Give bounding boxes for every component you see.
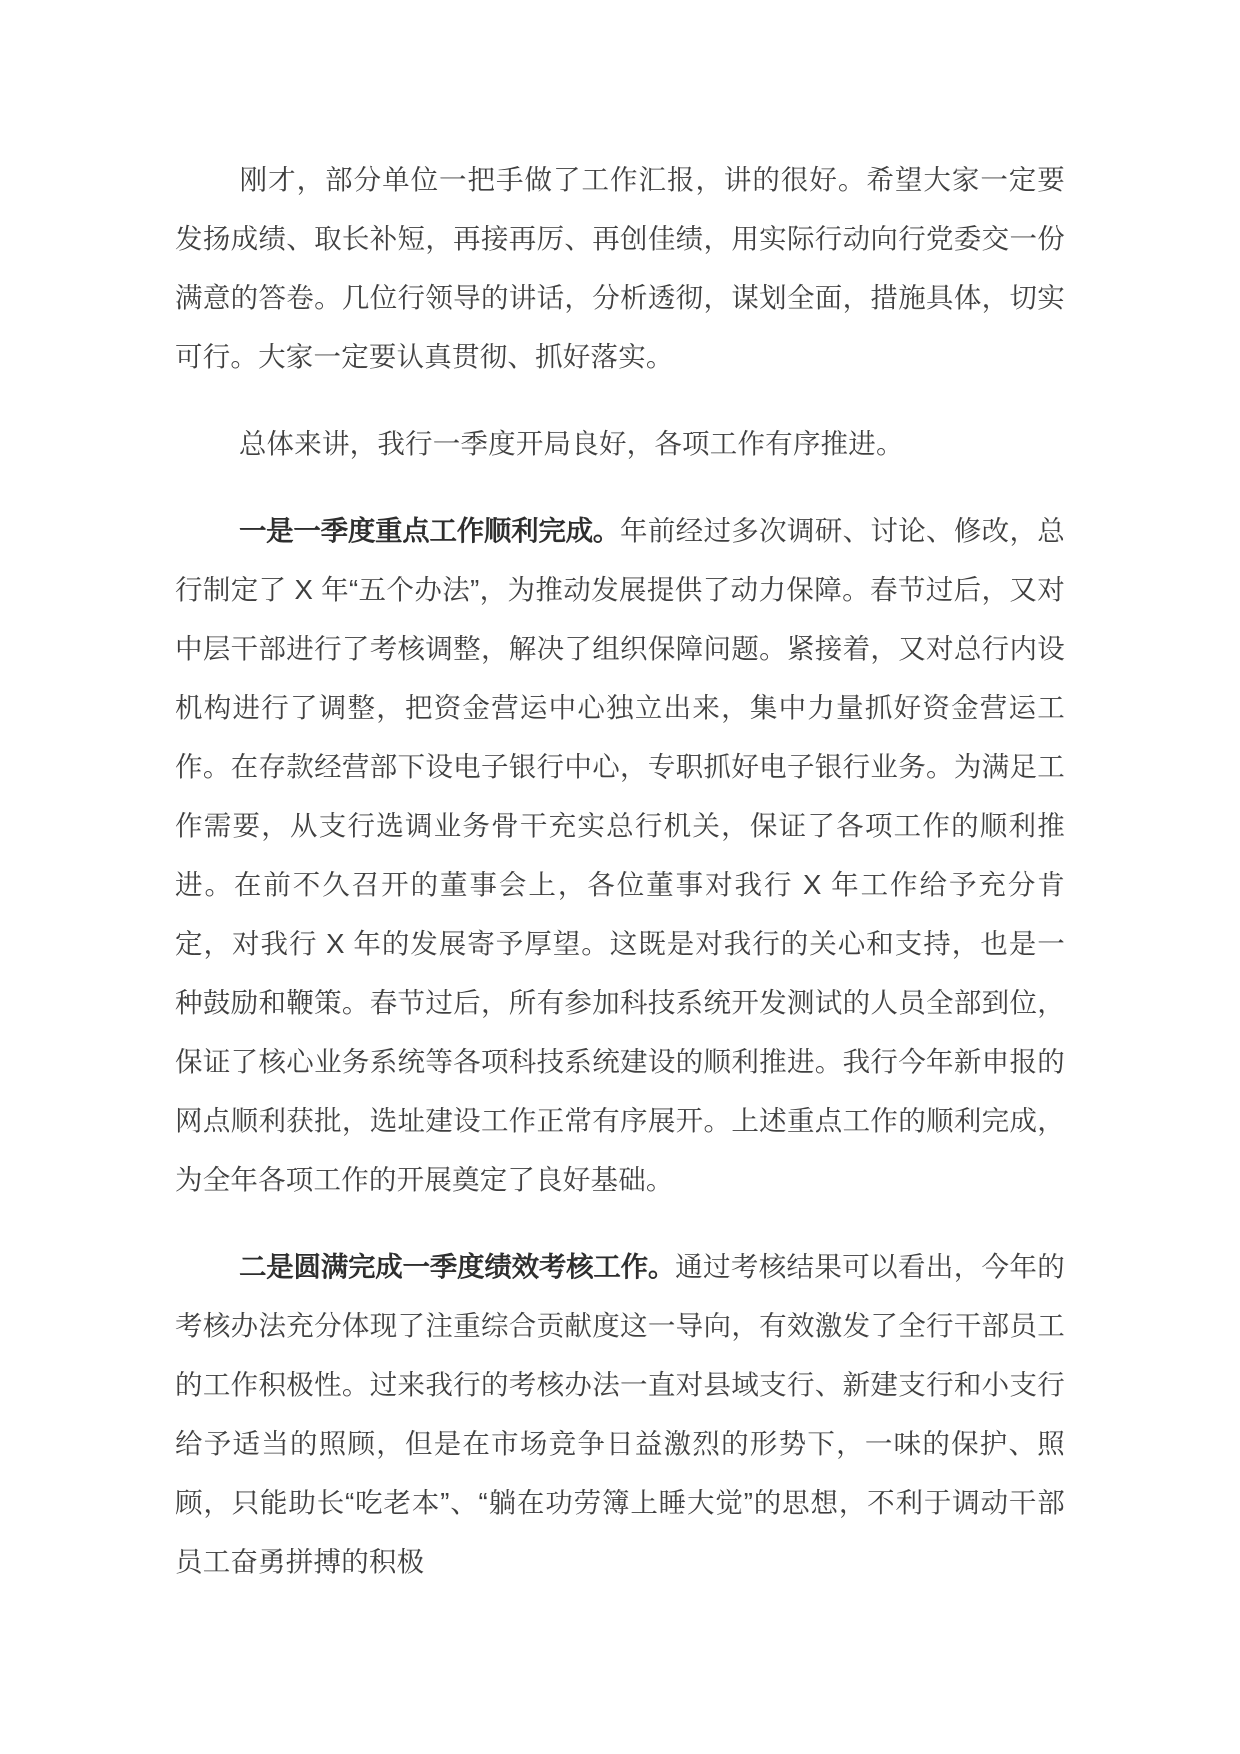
paragraph-4-text: 通过考核结果可以看出，今年的考核办法充分体现了注重综合贡献度这一导向，有效激发了全行干部员工的工作积极性。过来我行的考核办法一直对县域支行、新建支行和小支行给予适当的照顾，但是在市场竞争日益激烈的形势下，一味的保护、照顾，只能助长“吃老本”、“躺在功劳簿上睡大觉”的思想，不利于调动干部员工奋勇拼搏的积极 <box>175 1251 1065 1577</box>
document-text-body <box>175 150 1065 1591</box>
paragraph-1 <box>175 150 1065 386</box>
paragraph-3-lead: 一是一季度重点工作顺利完成。 <box>238 515 621 546</box>
paragraph-1-text: 刚才，部分单位一把手做了工作汇报，讲的很好。希望大家一定要发扬成绩、取长补短，再接再厉、再创佳绩，用实际行动向行党委交一份满意的答卷。几位行领导的讲话，分析透彻，谋划全面，措施具体，切实可行。大家一定要认真贯彻、抓好落实。 <box>175 164 1065 372</box>
paragraph-2 <box>175 414 1065 473</box>
paragraph-3 <box>175 501 1065 1209</box>
paragraph-4-lead: 二是圆满完成一季度绩效考核工作。 <box>239 1251 676 1282</box>
paragraph-3-text: 年前经过多次调研、讨论、修改，总行制定了 X 年“五个办法”，为推动发展提供了动力保障。春节过后，又对中层干部进行了考核调整，解决了组织保障问题。紧接着，又对总行内设机构进行了调整，把资金营运中心独立出来，集中力量抓好资金营运工作。在存款经营部下设电子银行中心，专职抓好电子银行业务。为满足工作需要，从支行选调业务骨干充实总行机关，保证了各项工作的顺利推进。在前不久召开的董事会上，各位董事对我行 X 年工作给予充分肯定，对我行 X 年的发展寄予厚望。这既是对我行的关心和支持，也是一种鼓励和鞭策。春节过后，所有参加科技系统开发测试的人员全部到位，保证了核心业务系统等各项科技系统建设的顺利推进。我行今年新申报的网点顺利获批，选址建设工作正常有序展开。上述重点工作的顺利完成，为全年各项工作的开展奠定了良好基础。 <box>175 515 1066 1195</box>
paragraph-2-text: 总体来讲，我行一季度开局良好，各项工作有序推进。 <box>238 428 904 459</box>
paragraph-4 <box>175 1237 1065 1591</box>
